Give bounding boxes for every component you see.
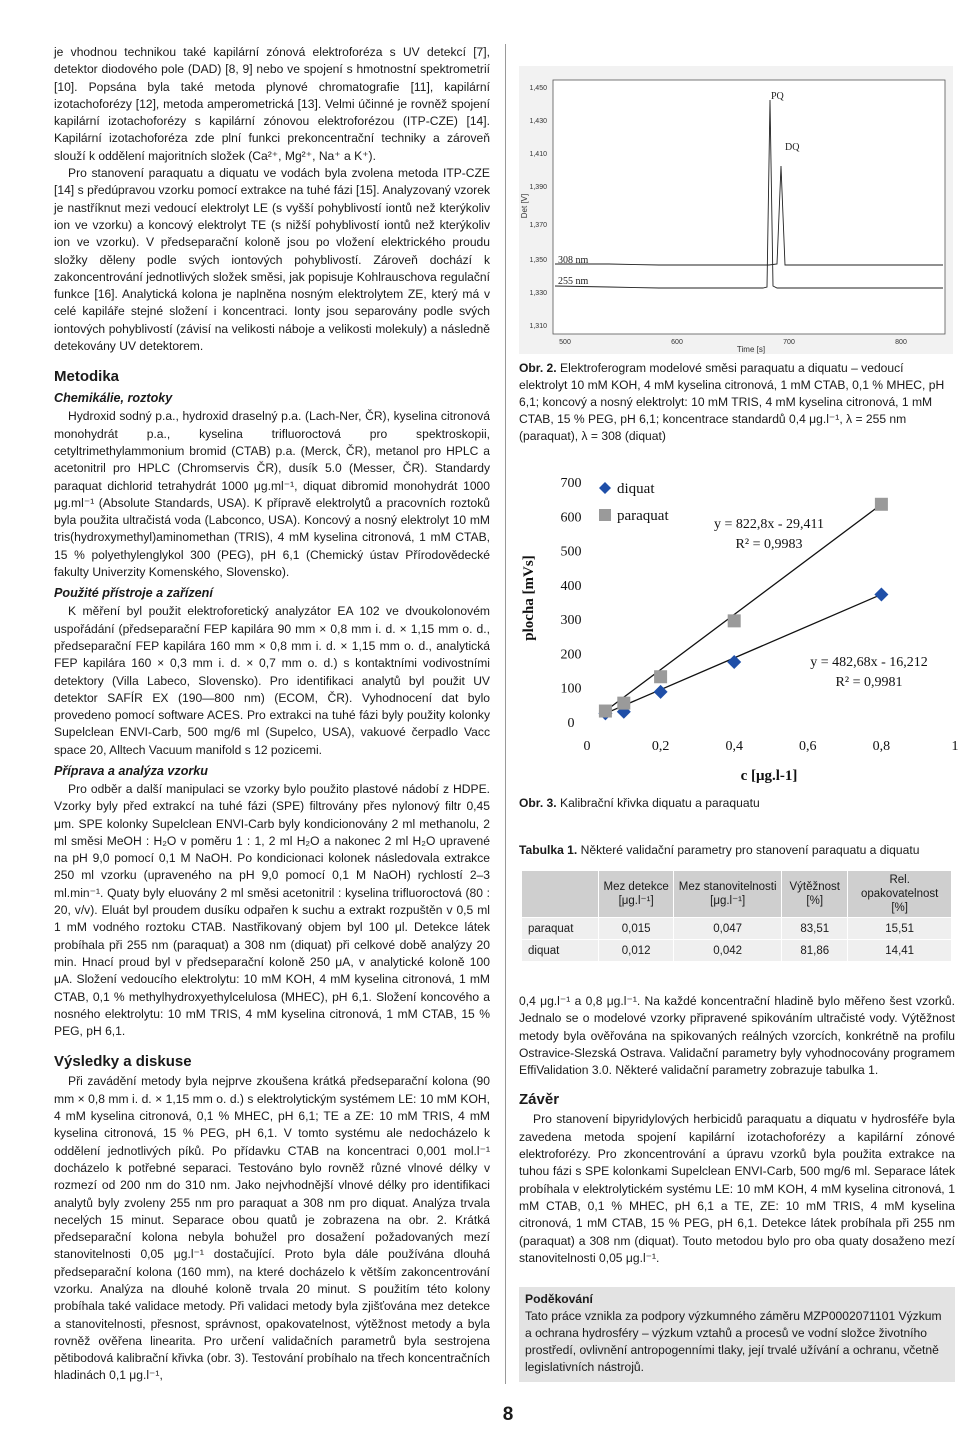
legend-label-diquat: diquat (617, 481, 655, 497)
table-cell: 0,015 (599, 918, 674, 940)
table-cell: 0,042 (674, 940, 782, 962)
trendline-equation-paraquat: y = 822,8x - 29,411 (713, 517, 825, 532)
legend-label-paraquat: paraquat (617, 508, 669, 524)
x-tick-label: 0 (583, 739, 591, 754)
continuation-paragraph: 0,4 μg.l⁻¹ a 0,8 μg.l⁻¹. Na každé koncentrační hladině bylo měřeno šest vzorků. Jednalo se o modelové vzorky připravené spikováním ultračisté vody. Výtěžnost metody byla ověřována na spikovaných reálných vzorcích, konkrétně na profilu Ostravice-Slezská Ostrava. Validační parametry byly vyhodnocovány programem EffiValidation 3.0. Některé validační parametry zobrazuje tabulka 1. (519, 994, 955, 1078)
calibration-chart (519, 468, 959, 790)
legend-marker-diquat (599, 482, 611, 494)
data-point-diquat (874, 587, 888, 601)
y-tick-label: 600 (560, 510, 582, 526)
data-point-paraquat (617, 697, 630, 710)
table-cell: 0,047 (674, 918, 782, 940)
table-cell: 15,51 (848, 918, 952, 940)
section-heading-metodika: Metodika (54, 368, 120, 386)
table-cell: diquat (522, 940, 599, 962)
table-cell: 14,41 (848, 940, 952, 962)
intro-paragraph: je vhodnou technikou také kapilární zónová elektroforéza s UV detekcí [7], detektor diodového pole (DAD) [8, 9] nebo ve spojení s hmotnostní spektrometrií [10]. Popsána byla také metoda plynové chromatografie [11], kapilární izotachoforézy [12], metoda amperometrická [13]. Velmi účinné je rovněž spojení kapilární izotachoforézy s kapilární zónovou elektroforézou (ITP-CZE) [14]. Kapilární izotachoforéza zde plní funkci prekoncentrační techniky a zároveň slouží k oddělení majoritních složek (Ca²⁺, Mg²⁺, Na⁺ a K⁺). (54, 45, 490, 163)
table1-caption-text: Některé validační parametry pro stanovení paraquatu a diquatu (577, 843, 920, 857)
trendline-equation-diquat: y = 482,68x - 16,212 (810, 655, 928, 670)
section-heading-vysledky: Výsledky a diskuse (54, 1053, 192, 1071)
electropherogram-plot-area (553, 80, 945, 334)
data-point-paraquat (599, 705, 612, 718)
y-tick-label: 500 (560, 544, 582, 560)
table-header: Mez stanovitelnosti [μg.l⁻¹] (674, 871, 782, 918)
section-heading-zaver: Závěr (519, 1091, 560, 1109)
y-tick-label: 1,370 (529, 222, 547, 229)
vysledky-paragraph: Při zavádění metody byla nejprve zkoušena krátká předseparační kolona (90 mm × 0,8 mm i. d. × 1,15 mm o. d.) s elektrolytickým systémem LE: 10 mM KOH, 4 mM kyselina citronová, 0,1 % MHEC, pH 6,1; TE a ZE: 10 mM TRIS, 4 mM kyselina citronová, 15 % PEG, pH 6,1. V tomto systému ale nedocházelo k oddělení jednotlivých píků. Po přídavku CTAB na koncentraci 0,001 mol.l⁻¹ docházelo k potřebné separaci. Testováno bylo rovněž různé vlnové délky v rozmezí od 200 nm do 310 nm. Jako nejvhodnější vlnové délky pro identifikaci analytů byly zvoleny 255 nm pro paraquat a 308 nm pro diquat. Analýza trvala necelých 15 minut. Separace obou quatů je zobrazena na obr. 2. Krátká předseparační kolona nebyla bohužel pro dosažení požadovaných mezí stanovitelnosti 0,05 μg.l⁻¹ dostačující. Proto byla dále používána dlouhá předseparační kolona (160 mm), na které docházelo k větším zakoncentrování vzorku. Analýza na dlouhé koloně trvala 20 minut. S použitím této kolony probíhala také validace metody. Při validaci metody byla zjišťována mez detekce a stanovitelnosti, přesnost, správnost, opakovatelnost, výtěžnost metody a byla rovněž ověřena linearita. Pro určení validačních parametrů byla sestrojena pětibodová kalibrační křivka (obr. 3). Testování probíhalo na třech koncentračních hladinách 0,1 μg.l⁻¹, (54, 1074, 490, 1383)
table1-caption (519, 842, 955, 859)
y-tick-label: 700 (560, 476, 582, 491)
acknowledgement-title: Poděkování (525, 1292, 593, 1306)
y-tick-label: 1,390 (529, 184, 547, 191)
y-tick-label: 300 (560, 613, 582, 629)
y-axis-label: Det [V] (520, 193, 529, 219)
acknowledgement-box (519, 1287, 955, 1382)
trace-label-308: 308 nm (558, 255, 589, 266)
trendline-r2-diquat: R² = 0,9981 (835, 675, 903, 690)
y-tick-label: 100 (560, 681, 582, 697)
x-axis-label: c [μg.l-1] (740, 768, 798, 784)
y-tick-label: 200 (560, 647, 582, 663)
x-tick-label: 800 (895, 339, 907, 346)
x-tick-label: 0,6 (799, 739, 817, 754)
table-header: Rel. opakovatelnost [%] (848, 871, 952, 918)
validation-table (521, 870, 952, 962)
page-number: 8 (502, 1404, 514, 1425)
y-tick-label: 1,410 (529, 151, 547, 158)
zaver-paragraph: Pro stanovení bipyridylových herbicidů paraquatu a diquatu v hydrosféře byla zavedena metoda spojení kapilární izotachoforézy a kapilární zónové elektroforézy. Pro zkoncentrování a úpravu vzorků byla použita extrakce na tuhou fázi s SPE kolonkami Supelclean ENVI-Carb, 500 mg/6 ml. Separace látek probíhala v elektrolytickém systému LE: 10 mM KOH, 4 mM kyselina citronová, 1 mM CTAB, 0,1 % MHEC, pH 6,1 a TE, ZE: 10 mM TRIS, 4 mM kyselina citronová, 1 mM CTAB, 15 % PEG, pH 6,1. Detekce látek probíhala při 255 nm (paraquat) a 308 nm (diquat). Touto metodou bylo pro oba quaty dosaženo mezí stanovitelnosti 0,05 μg.l⁻¹. (519, 1112, 955, 1265)
y-tick-label: 1,330 (529, 290, 547, 297)
trendline-diquat (605, 594, 881, 713)
data-point-paraquat (875, 498, 888, 511)
subheading-pristroje: Použité přístroje a zařízení (54, 586, 213, 601)
electropherogram-figure (519, 66, 953, 354)
acknowledgement-text: Tato práce vznikla za podpory výzkumného záměru MZP0002071101 Výzkum a ochrana hydrosféry – výzkum vztahů a procesů ve vodní složce životního prostředí, ovlivnění antropogenními tlaky, její trvalé užívání a ochranu, včetně legislativních nástrojů. (525, 1309, 942, 1374)
figure3-caption (519, 795, 955, 812)
y-tick-label: 1,350 (529, 257, 547, 264)
figure3-caption-text: Kalibrační křivka diquatu a paraquatu (556, 796, 760, 810)
table-cell: 83,51 (782, 918, 848, 940)
table-row (522, 940, 952, 962)
y-axis-label: plocha [mVs] (521, 555, 537, 641)
y-tick-label: 0 (567, 716, 575, 731)
figure2-caption (519, 360, 955, 445)
priprava-paragraph: Pro odběr a další manipulaci se vzorky bylo použito plastové nádobí z HDPE. Vzorky byly před extrakcí na tuhé fázi (SPE) filtrovány přes nylonový filtr 0,45 μm. SPE kolonky Supelclean ENVI-Carb byly kondicionovány 2 ml methanolu, 2 ml směsi MeOH : H₂O v poměru 1 : 1, 2 ml H₂O a nakonec 2 ml H₂O upravené na pH 9,0 pomocí 0,1 M NaOH. Po kondicionaci kolonek následovala extrakce 250 ml vzorku (upraveného na pH 9,0 pomocí 0,1 M NaOH) rychlostí 2–3 ml.min⁻¹. Quaty byly eluovány 2 ml směsi acetonitril : kyselina trifluoroctová (80 : 20, v/v). Eluát byl proudem dusíku odpařen k suchu a extrakt rozpuštěn v 0,5 ml 1 mM vodného roztoku CTAB. Nastřikovaný objem byl 100 μl. Detekce látek probíhala při 255 nm (paraquat) a 308 nm (diquat) při celkové době analýzy 20 min. Hnací proud byl v předseparační koloně 250 μA, v analytické koloně 100 μA. Složení vedoucího elektrolytu: 10 mM KOH, 4 mM kyselina citronová, 1 mM CTAB, 0,1 % methylhydroxyethylcelulosa (MHEC), pH 6,1. Složení koncového a nosného elektrolytu: 10 mM TRIS, 4 mM kyselina citronová, 1 mM CTAB, 15 % PEG, pH 6,1. (54, 781, 490, 1039)
table-header (522, 871, 599, 918)
x-tick-label: 1 (951, 739, 959, 754)
table1-caption-label: Tabulka 1. (519, 843, 578, 857)
data-point-paraquat (654, 670, 667, 683)
table-header: Výtěžnost [%] (782, 871, 848, 918)
x-tick-label: 0,4 (725, 739, 743, 754)
table-cell: 0,012 (599, 940, 674, 962)
figure3-caption-label: Obr. 3. (519, 796, 557, 810)
legend-marker-paraquat (599, 509, 611, 521)
x-tick-label: 700 (783, 339, 795, 346)
y-tick-label: 1,310 (529, 323, 547, 330)
y-tick-label: 400 (560, 578, 582, 594)
figure2-caption-label: Obr. 2. (519, 361, 557, 375)
data-point-diquat (727, 655, 741, 669)
x-tick-label: 600 (671, 339, 683, 346)
right-column-text (519, 993, 955, 1267)
trace-label-255: 255 nm (558, 276, 589, 287)
y-tick-label: 1,450 (529, 85, 547, 92)
x-axis-label: Time [s] (736, 345, 766, 354)
left-column (54, 44, 490, 1385)
table-cell: paraquat (522, 918, 599, 940)
table-header: Mez detekce [μg.l⁻¹] (599, 871, 674, 918)
trendline-r2-paraquat: R² = 0,9983 (735, 537, 803, 552)
x-tick-label: 0,8 (872, 739, 891, 754)
x-tick-label: 500 (559, 339, 571, 346)
table-cell: 81,86 (782, 940, 848, 962)
y-tick-label: 1,430 (529, 118, 547, 125)
intro-paragraph-2: Pro stanovení paraquatu a diquatu ve vodách byla zvolena metoda ITP-CZE [14] s předúpravou vzorku pomocí extrakce na tuhé fázi [15]. Analyzovaný vzorek je nastříknut mezi vedoucí elektrolyt LE (s vyšší pohyblivostí iontů než kterýkoliv ion ve vzorku) a koncový elektrolyt TE (s nižší pohyblivostí iontů než kterýkoliv ion ve vzorku). V předseparační koloně jsou po vložení elektrického proudu složky děleny podle svých iontových pohyblivostí. Zároveň dochází k zakoncentrování jednotlivých složek směsi, jak popisuje Kohlrauschova regulační funkce [16]. Analytická kolona je naplněna nosným elektrolytem ZE, který má v celé kapiláře stejné složení i koncentraci. Ionty jsou separovány podle svých iontových pohyblivostí (závisí na velikosti náboje a velikosti molekuly) a následně detekovány UV detektorem. (54, 166, 490, 354)
column-divider (505, 44, 506, 1384)
x-tick-label: 0,2 (651, 739, 670, 754)
table-header-row (522, 871, 952, 918)
peak-label-dq: DQ (785, 142, 800, 153)
subheading-priprava: Příprava a analýza vzorku (54, 763, 209, 778)
table-row (522, 918, 952, 940)
data-point-paraquat (728, 614, 741, 627)
pristroje-paragraph: K měření byl použit elektroforetický analyzátor EA 102 ve dvoukolonovém uspořádání (předseparační FEP kapilára 90 mm × 0,8 mm i. d. × 1,15 mm o. d., předseparační FEP kapilára 160 mm × 0,8 mm i. d. × 1,15 mm o. d., analytická FEP kapilára 160 × 0,3 mm i. d. × 0,7 mm o. d.) s kontaktními vodivostními detektory (Villa Labeco, Slovensko). Pro identifikaci analytů byl použit UV detektor SAFÍR EX (190—800 nm) (ECOM, ČR). Vyhodnocení dat bylo provedeno pomocí software ACES. Pro extrakci na tuhé fázi byly použity kolonky Supelclean ENVI-Carb, 500 mg/6 ml (Supelco, USA), vakuové čerpadlo Vacc space 20, Alltech Vacuum manifold s 12 pozicemi. (54, 604, 490, 757)
peak-label-pq: PQ (771, 91, 784, 102)
figure2-caption-text: Elektroferogram modelové směsi paraquatu a diquatu – vedoucí elektrolyt 10 mM KOH, 4 mM kyselina citronová, 1 mM CTAB, 0,1 % MHEC, pH 6,1; koncový a nosný elektrolyt: 10 mM TRIS, 4 mM kyselina citronová, 1 mM CTAB, 15 % PEG, pH 6,1; koncentrace standardů 0,4 μg.l⁻¹, λ = 255 nm (paraquat), λ = 308 (diquat) (519, 361, 945, 443)
chemikalie-paragraph: Hydroxid sodný p.a., hydroxid draselný p.a. (Lach-Ner, ČR), kyselina citronová monohydrát p.a., kyselina trifluoroctová pro spektroskopii, cetyltrimethylammonium bromid (CTAB) p.a. (Merck, ČR), metanol pro HPLC a acetonitril pro HPLC (Chromservis ČR), dusík 5.0 (Messer, ČR). Standardy paraquat dichlorid tetrahydrát 1000 μg.ml⁻¹, diquat dibromid monohydrát 1000 μg.ml⁻¹ (Absolute Standards, USA). K přípravě elektrolytů a pracovních roztoků byla použita ultračistá voda (Labconco, USA). Koncový a nosný elektrolyt 10 mM tris(hydroxymethyl)aminomethan (TRIS), 4 mM kyselina citronová, 1 mM CTAB, 15 % polyethylenglykol 300 (PEG), pH 6,1 (Chemický ústav Přírodovědecké fakulty Univerzity Komenského, Slovensko). (54, 409, 490, 580)
subheading-chemikalie: Chemikálie, roztoky (54, 391, 173, 406)
